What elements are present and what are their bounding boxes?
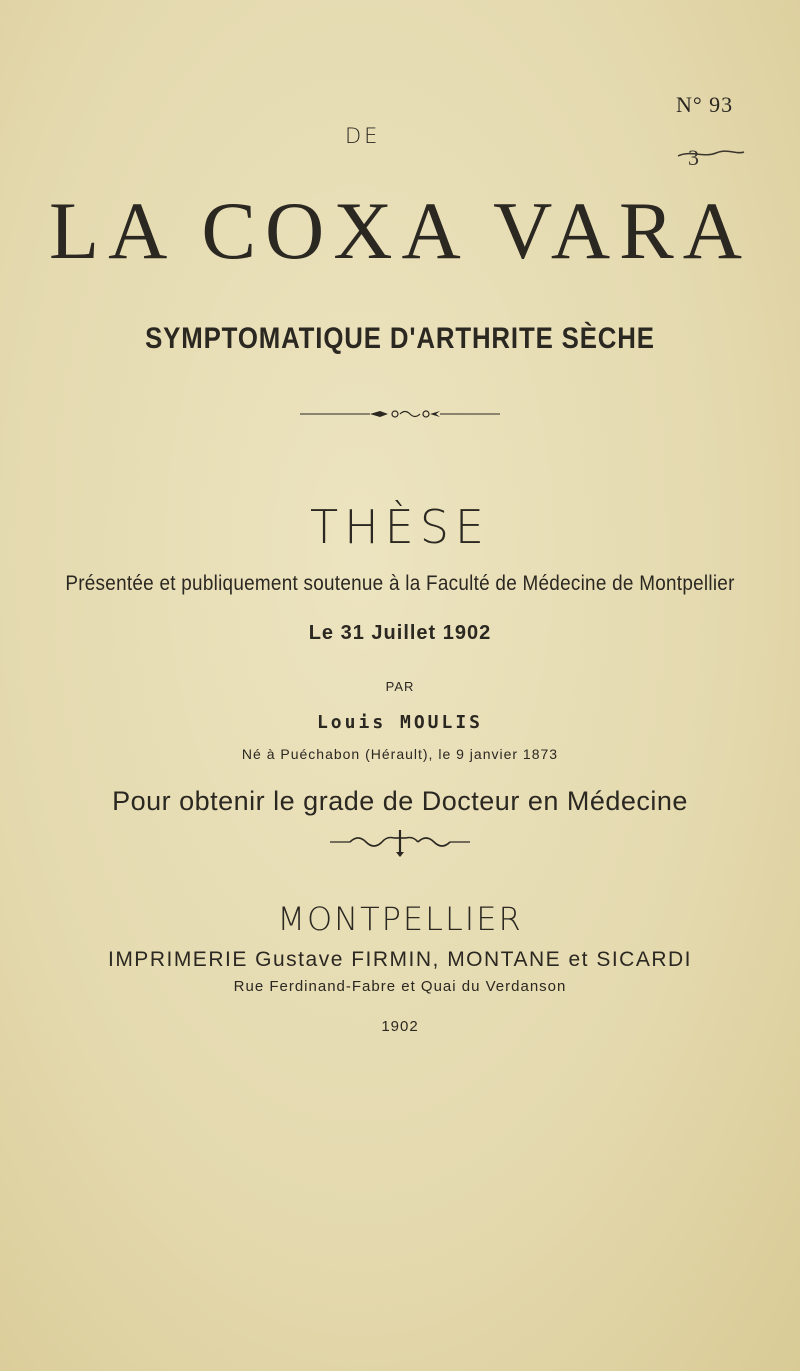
presented-line: Présentée et publiquement soutenue à la Faculté de Médecine de Montpellier <box>65 572 735 595</box>
central-ornament-icon <box>330 828 470 858</box>
printer-line: IMPRIMERIE Gustave FIRMIN, MONTANE et SICARDI <box>107 948 692 971</box>
preposition: DE <box>345 124 381 148</box>
handwritten-mark: 3 <box>688 145 699 170</box>
birth-line: Né à Puéchabon (Hérault), le 9 janvier 1873 <box>241 746 559 762</box>
defense-date: Le 31 Juillet 1902 <box>308 622 492 644</box>
handwritten-stroke-icon <box>676 150 746 160</box>
serial-number: N° 93 <box>676 92 734 117</box>
document-title: LA COXA VARA <box>49 185 751 276</box>
heading-these: THÈSE <box>309 500 491 554</box>
address-line: Rue Ferdinand-Fabre et Quai du Verdanson <box>233 978 567 995</box>
by-label: PAR <box>385 679 415 694</box>
city: MONTPELLIER <box>277 900 523 938</box>
author-name: Louis MOULIS <box>316 712 484 733</box>
publication-year: 1902 <box>381 1018 419 1035</box>
degree-line: Pour obtenir le grade de Docteur en Médecine <box>112 786 688 816</box>
ornament-rule-icon <box>300 408 500 420</box>
document-subtitle: SYMPTOMATIQUE D'ARTHRITE SÈCHE <box>145 322 655 355</box>
